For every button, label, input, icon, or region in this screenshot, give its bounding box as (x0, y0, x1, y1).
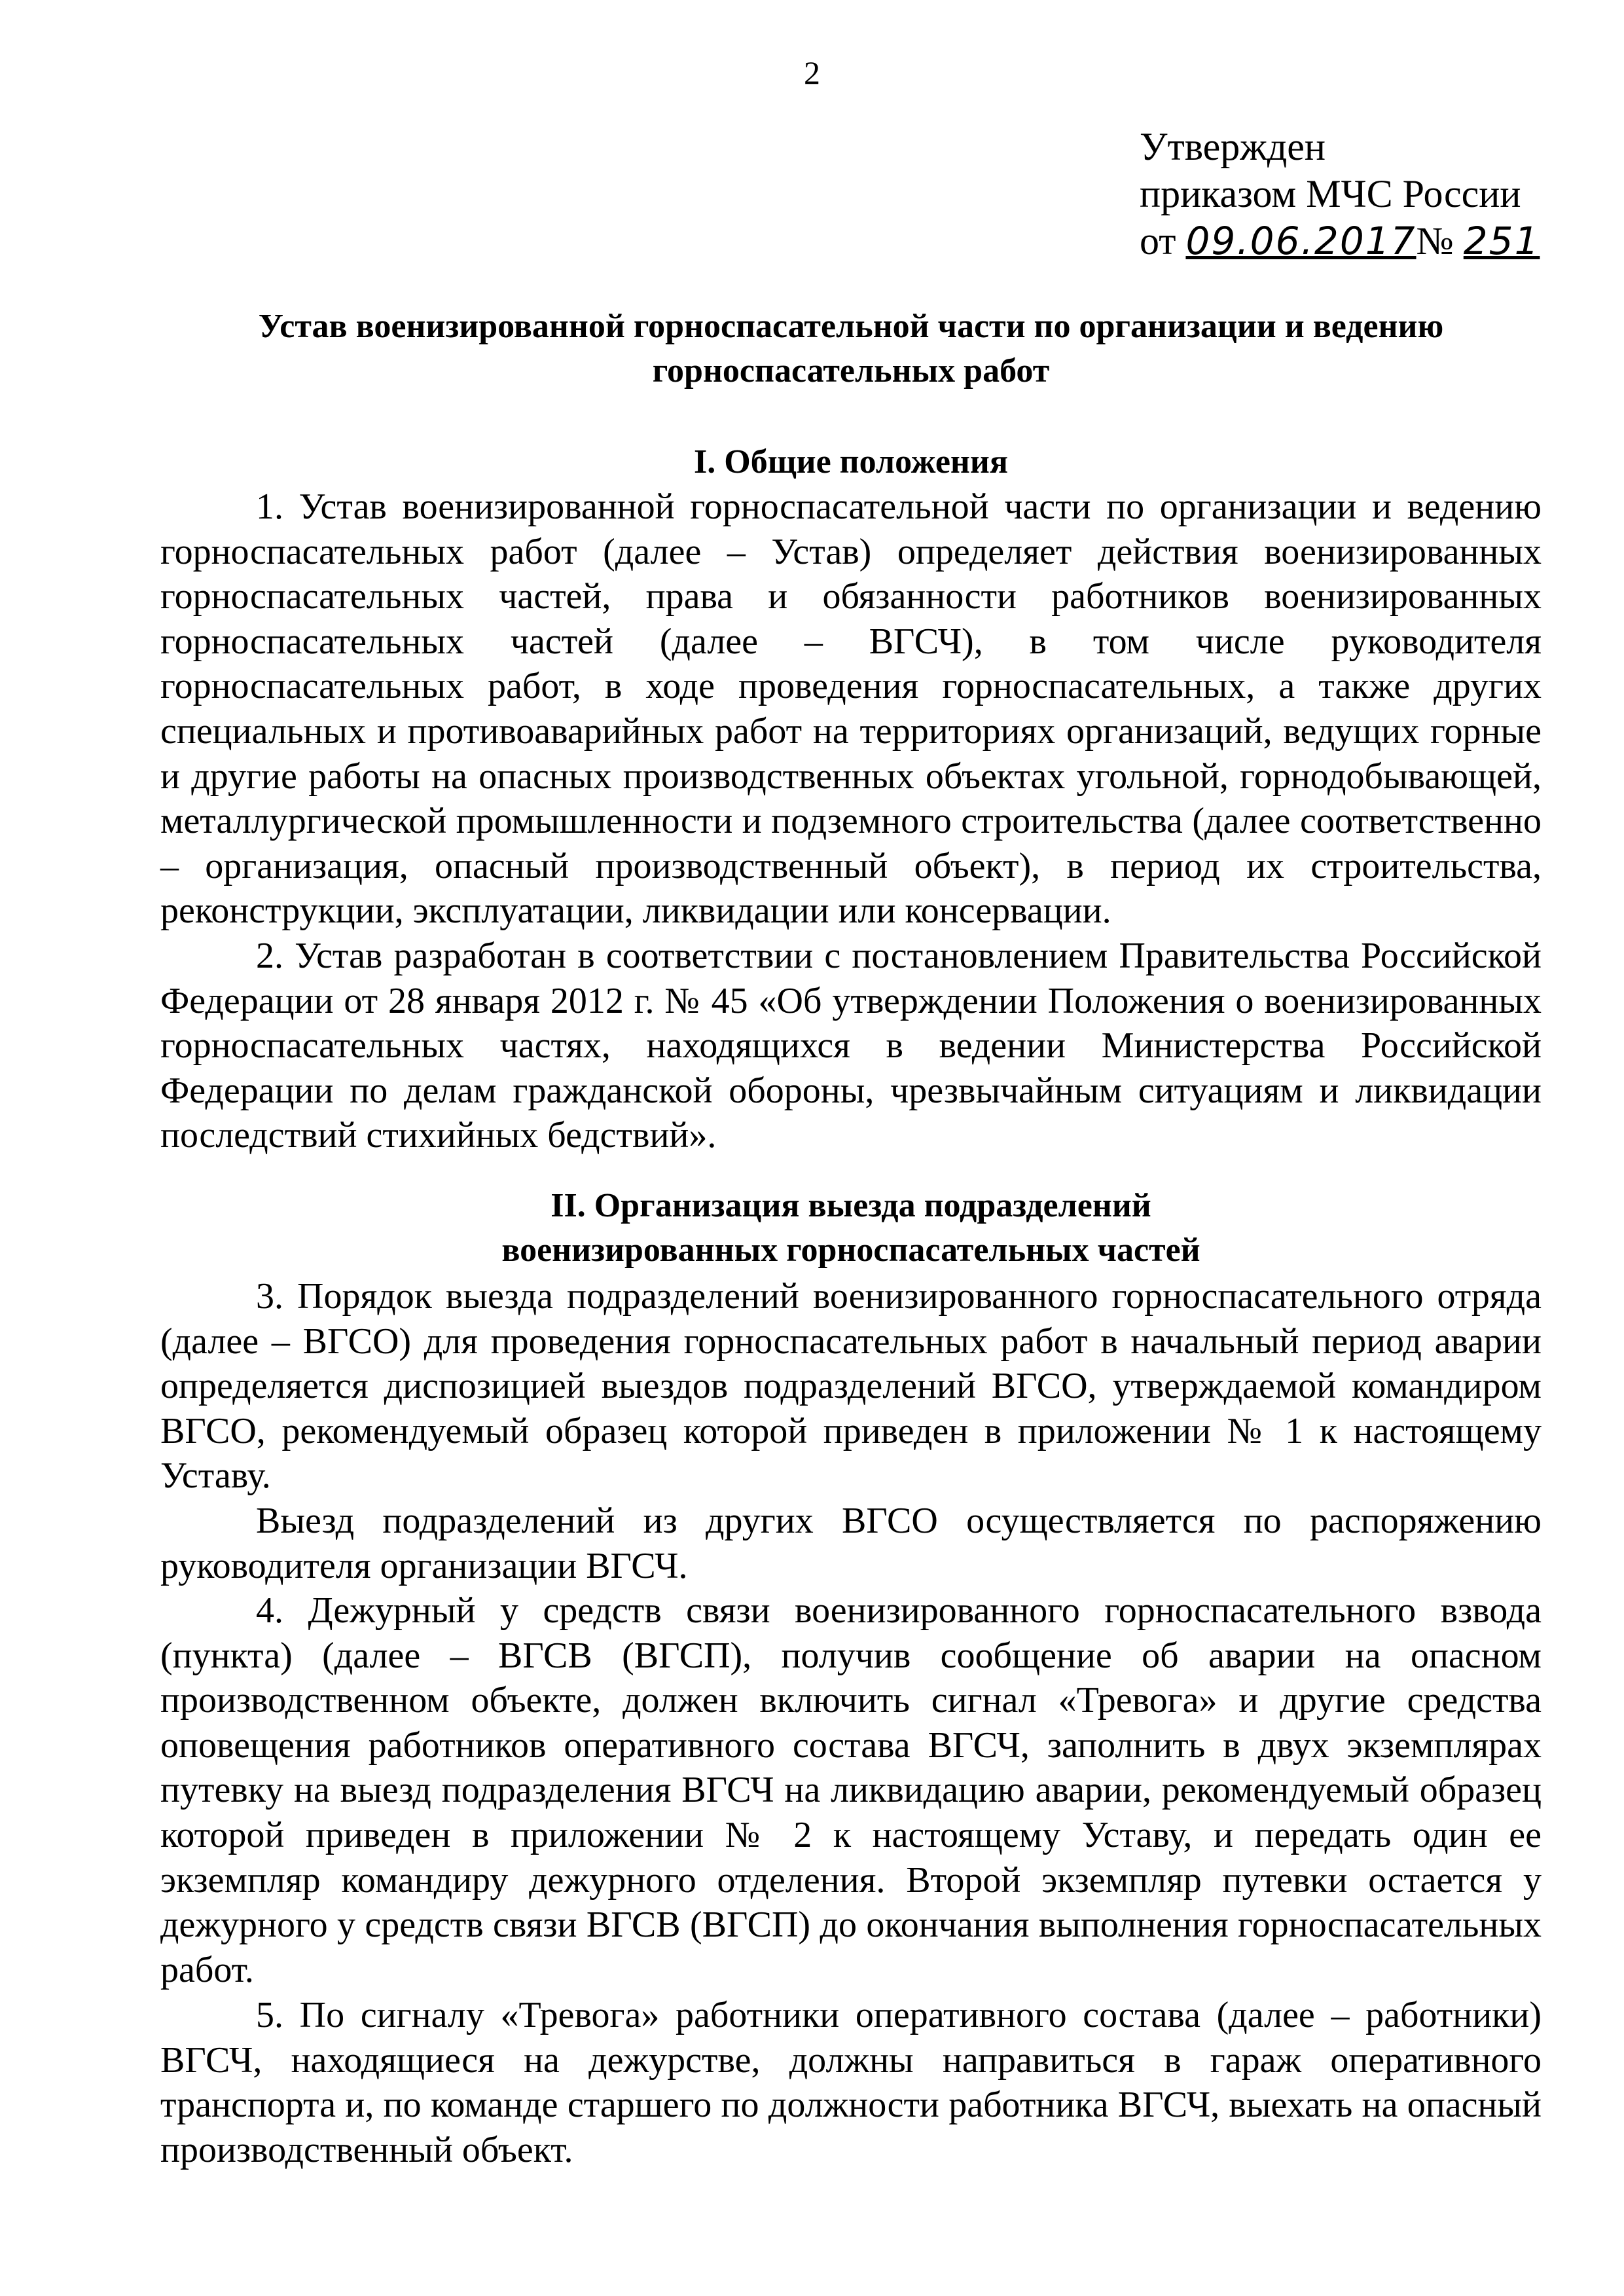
paragraph-3: 3. Порядок выезда подразделений военизированного горноспасательного отряда (далее – ВГСО) для проведения горноспасательных работ в начальный период аварии определяется диспозицией выездов подразделений ВГСО, утверждаемой командиром ВГСО, рекомендуемый образец которой приведен в приложении № 1 к настоящему Уставу. (160, 1276, 1542, 1497)
section-2-heading-line-2: военизированных горноспасательных частей (501, 1231, 1200, 1269)
approval-line-1: Утвержден (1140, 125, 1326, 168)
approval-line-3 (1140, 217, 1540, 264)
handwritten-number: 251 (1463, 219, 1540, 263)
paragraph-3-continuation: Выезд подразделений из других ВГСО осуществляется по распоряжению руководителя организации ВГСЧ. (160, 1501, 1542, 1586)
approval-date-prefix: от (1140, 219, 1176, 263)
approval-number-label: № (1416, 219, 1454, 263)
approval-line-2: приказом МЧС России (1140, 172, 1521, 215)
approval-block (1140, 123, 1540, 264)
paragraph-4: 4. Дежурный у средств связи военизированного горноспасательного взвода (пункта) (далее – ВГСВ (ВГСП), получив сообщение об аварии на опасном производственном объекте, должен включить сигнал «Тревога» и другие средства оповещения работников оперативного состава ВГСЧ, заполнить в двух экземплярах путевку на выезд подразделения ВГСЧ на ликвидацию аварии, рекомендуемый образец которой приведен в приложении № 2 к настоящему Уставу, и передать один ее экземпляр командиру дежурного отделения. Второй экземпляр путевки остается у дежурного у средств связи ВГСВ (ВГСП) до окончания выполнения горноспасательных работ. (160, 1590, 1542, 1990)
section-1-heading: I. Общие положения (694, 443, 1008, 481)
handwritten-date: 09.06.2017 (1185, 219, 1416, 263)
document-title: Устав военизированной горноспасательной части по организации и ведению горноспасательных работ (258, 308, 1444, 390)
paragraph-2: 2. Устав разработан в соответствии с постановлением Правительства Российской Федерации от 28 января 2012 г. № 45 «Об утверждении Положения о военизированных горноспасательных частях, находящихся в ведении Министерства Российской Федерации по делам гражданской обороны, чрезвычайным ситуациям и ликвидации последствий стихийных бедствий». (160, 936, 1542, 1156)
paragraph-5: 5. По сигналу «Тревога» работники оперативного состава (далее – работники) ВГСЧ, находящиеся на дежурстве, должны направиться в гараж оперативного транспорта и, по команде старшего по должности работника ВГСЧ, выехать на опасный производственный объект. (160, 1995, 1542, 2170)
section-2-heading-line-1: II. Организация выезда подразделений (550, 1187, 1151, 1224)
page-number: 2 (804, 54, 820, 91)
paragraph-1: 1. Устав военизированной горноспасательной части по организации и ведению горноспасательных работ (далее – Устав) определяет действия военизированных горноспасательных частей, права и обязанности работников военизированных горноспасательных частей (далее – ВГСЧ), в том числе руководителя горноспасательных работ, в ходе проведения горноспасательных, а также других специальных и противоаварийных работ на территориях организаций, ведущих горные и другие работы на опасных производственных объектах угольной, горнодобывающей, металлургической промышленности и подземного строительства (далее соответственно – организация, опасный производственный объект), в период их строительства, реконструкции, эксплуатации, ликвидации или консервации. (160, 486, 1542, 932)
